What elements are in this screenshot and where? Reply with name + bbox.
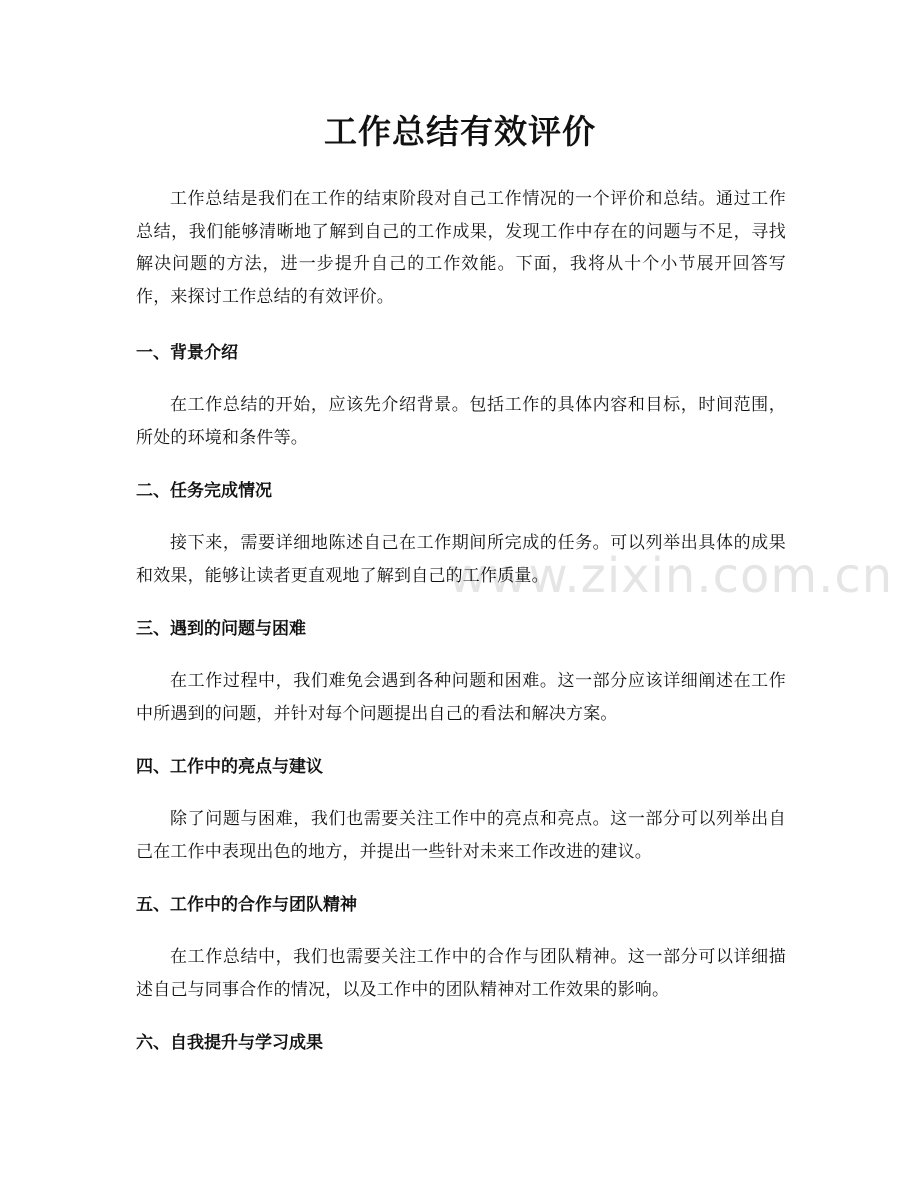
section-paragraph: 在工作总结中，我们也需要关注工作中的合作与团队精神。这一部分可以详细描述自己与同事合作的情况，以及工作中的团队精神对工作效果的影响。 [136, 947, 786, 1000]
section-paragraph: 接下来，需要详细地陈述自己在工作期间所完成的任务。可以列举出具体的成果和效果，能够让读者更直观地了解到自己的工作质量。 [136, 533, 786, 586]
document-title: 工作总结有效评价 [324, 112, 596, 151]
section-heading: 一、背景介绍 [136, 343, 238, 363]
section-paragraph: 除了问题与困难，我们也需要关注工作中的亮点和亮点。这一部分可以列举出自己在工作中表现出色的地方，并提出一些针对未来工作改进的建议。 [136, 809, 786, 862]
watermark-text: www.zixin.com.cn [448, 548, 894, 604]
section-heading: 五、工作中的合作与团队精神 [136, 895, 357, 915]
section-heading: 四、工作中的亮点与建议 [136, 757, 323, 777]
section-paragraph: 在工作过程中，我们难免会遇到各种问题和困难。这一部分应该详细阐述在工作中所遇到的问题，并针对每个问题提出自己的看法和解决方案。 [136, 671, 786, 724]
section-1 [136, 337, 786, 454]
section-6 [136, 1027, 786, 1059]
section-heading: 三、遇到的问题与困难 [136, 619, 306, 639]
section-3 [136, 613, 786, 730]
document-body [136, 183, 786, 1079]
section-heading: 六、自我提升与学习成果 [136, 1033, 323, 1053]
section-5 [136, 889, 786, 1006]
intro-paragraph: 工作总结是我们在工作的结束阶段对自己工作情况的一个评价和总结。通过工作总结，我们能够清晰地了解到自己的工作成果，发现工作中存在的问题与不足，寻找解决问题的方法，进一步提升自己的工作效能。下面，我将从十个小节展开回答写作，来探讨工作总结的有效评价。 [136, 189, 786, 307]
section-paragraph: 在工作总结的开始，应该先介绍背景。包括工作的具体内容和目标，时间范围，所处的环境和条件等。 [136, 395, 786, 448]
section-heading: 二、任务完成情况 [136, 481, 272, 501]
section-4 [136, 751, 786, 868]
